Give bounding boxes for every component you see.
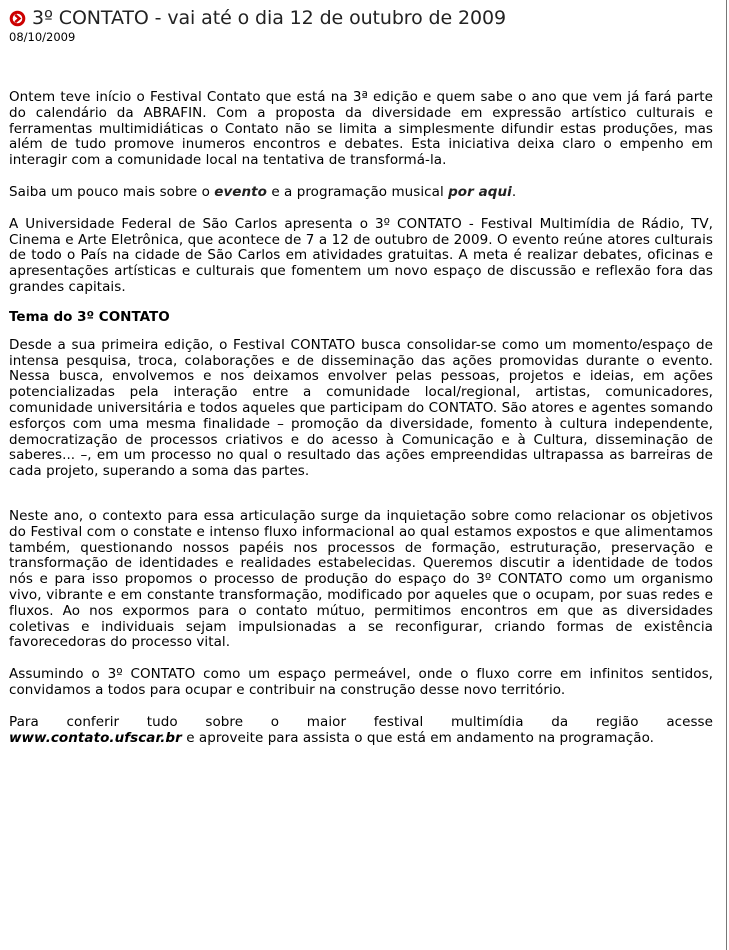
schedule-link[interactable]: por aqui: [448, 183, 512, 200]
paragraph-invitation: Assumindo o 3º CONTATO como um espaço permeável, onde o fluxo corre em infinitos sentidos, convidamos a todos para ocupar e contribuir na construção desse novo território.: [9, 666, 713, 698]
paragraph-context: Neste ano, o contexto para essa articulação surge da inquietação sobre como relacionar os objetivos do Festival com o constate e intenso fluxo informacional ao qual estamos expostos e que alimentamos também, questionando nossos papéis nos processos de formação, estruturação, preservação e transformação de identidades e realidades estabelecidas. Queremos discutir a identidade de todos nós e para isso propomos o processo de produção do espaço do 3º CONTATO como um organismo vivo, vibrante e em constante transformação, modificado por aqueles que o ocupam, por suas redes e fluxos. Ao nos expormos para o contato mútuo, permitimos encontros em que as diversidades coletivas e individuais sejam impulsionadas a se reconfigurar, criando formas de existência favorecedoras do processo vital.: [9, 507, 713, 651]
right-border: [726, 0, 727, 950]
event-link[interactable]: evento: [214, 183, 268, 200]
more-info-suffix: .: [511, 183, 517, 200]
more-info-middle: e a programação musical: [267, 183, 449, 200]
article-header: [9, 7, 506, 44]
paragraph-closing-rest: [9, 731, 713, 747]
article-title: 3º CONTATO - vai até o dia 12 de outubro de 2009: [32, 7, 507, 29]
festival-url-link[interactable]: www.contato.ufscar.br: [9, 729, 182, 746]
article-date: 08/10/2009: [9, 30, 76, 44]
article-body-second: [9, 509, 713, 746]
paragraph-more-info: [9, 185, 713, 201]
section-heading: Tema do 3º CONTATO: [9, 308, 170, 325]
paragraph-university: A Universidade Federal de São Carlos apresenta o 3º CONTATO - Festival Multimídia de Rádio, TV, Cinema e Arte Eletrônica, que acontece de 7 a 12 de outubro de 2009. O evento reúne atores culturais de todo o País na cidade de São Carlos em atividades gratuitas. A meta é realizar debates, oficinas e apresentações artísticas e culturais que fomentem um novo espaço de discussão e reflexão fora das grandes capitais.: [9, 215, 713, 295]
paragraph-closing-line1: Para conferir tudo sobre o maior festival multimídia da região acesse: [9, 713, 713, 730]
red-arrow-bullet-icon: [9, 10, 26, 27]
paragraph-theme: Desde a sua primeira edição, o Festival CONTATO busca consolidar-se como um momento/espaço de intensa pesquisa, troca, colaborações e de disseminação das ações promovidas durante o evento. Nessa busca, envolvemos e nos deixamos envolver pelas pessoas, projetos e ideias, em ações potencializadas pela interação entre a comunidade local/regional, artistas, comunicadores, comunidade universitária e todos aqueles que participam do CONTATO. São atores e agentes somando esforços com uma mesma finalidade – promoção da diversidade, fomento à cultura independente, democratização de processos criativos e do acesso à Comunicação e à Cultura, disseminação de saberes... –, em um processo no qual o resultado das ações empreendidas ultrapassa as barreiras de cada projeto, superando a soma das partes.: [9, 336, 713, 480]
title-row: [9, 7, 506, 29]
paragraph-intro: Ontem teve início o Festival Contato que está na 3ª edição e quem sabe o ano que vem já fará parte do calendário da ABRAFIN. Com a proposta da diversidade em expressão artístico culturais e ferramentas multimidiáticas o Contato não se limita a simplesmente difundir estas produções, mas além de tudo promove inumeros encontros e debates. Esta iniciativa deixa claro o empenho em interagir com a comunidade local na tentativa de transformá-la.: [9, 89, 713, 169]
closing-rest-text: e aproveite para assista o que está em andamento na programação.: [181, 729, 654, 746]
more-info-prefix: Saiba um pouco mais sobre o: [9, 183, 215, 200]
article-body: [9, 90, 713, 746]
